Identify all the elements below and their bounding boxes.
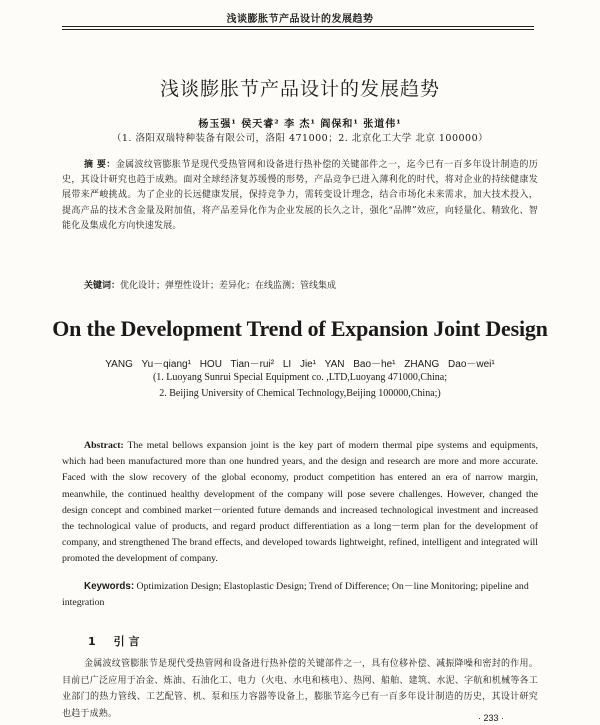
chinese-keywords bbox=[62, 279, 538, 293]
chinese-abstract-label: 摘 要： bbox=[84, 160, 116, 170]
section-title: 引 言 bbox=[113, 635, 140, 648]
english-keywords-label: Keywords: bbox=[84, 581, 135, 592]
page-number: · 233 · bbox=[478, 713, 505, 723]
english-affiliation-2: 2. Beijing University of Chemical Technology,Beijing 100000,China;) bbox=[159, 388, 441, 399]
chinese-keywords-text: 优化设计；弹塑性设计；差异化；在线监测；管线集成 bbox=[120, 281, 337, 291]
chinese-authors: 杨玉强¹ 侯天睿² 李 杰¹ 阎保和¹ 张道伟¹ bbox=[198, 119, 402, 130]
chinese-abstract bbox=[62, 158, 538, 234]
chinese-abstract-text: 金属波纹管膨胀节是现代受热管网和设备进行热补偿的关键部件之一，迄今已有一百多年设计制造的历史，其设计研究也趋于成熟。面对全球经济复苏缓慢的形势，产品竞争已进入薄利化的时代，将对企业的持续健康发展带来严峻挑战。为了企业的长远健康发展，保持竞争力，需转变设计理念，结合市场化未来需求，加大技术投入，提高产品的技术含金量及附加值，将产品差异化作为企业发展的长久之计，强化“品牌”效应，向轻量化、精致化、智能化及集成化方向快速发展。 bbox=[62, 160, 538, 231]
chinese-keywords-label: 关键词： bbox=[84, 281, 121, 291]
english-abstract bbox=[62, 438, 538, 568]
introduction-paragraph: 金属波纹管膨胀节是现代受热管网和设备进行热补偿的关键部件之一，具有位移补偿、减振降噪和密封的作用。目前已广泛应用于冶金、炼油、石油化工、电力（火电、水电和核电）、热网、船舶、建筑、水泥、字航和机械等各工业部门的热力管线、工艺配管、机、泵和压力容器等设备上，膨胀节迄今已有一百多年设计制造的历史，其设计研究也趋于成熟。 bbox=[62, 659, 538, 719]
english-authors: YANG Yu－qiang¹ HOU Tian－rui² LI Jie¹ YAN Bao－he¹ ZHANG Dao－wei¹ bbox=[105, 359, 495, 370]
english-abstract-text: The metal bellows expansion joint is the key part of modern thermal pipe systems and equipments, which had been manufactured more than one hundred years, and the design and research are more and more accurate. Faced with the slow recovery of the global economy, product competition has entered an era of narrow margin, meanwhile, the continued healthy development of the company will pose severe challenges. However, changed the design concept and combined market－oriented future demands and increased technological investment and increased the technological value of products, and regard product differentiation as a long－term plan for the development of company, and strengthened The brand effects, and developed towards lightweight, refined, intelligent and integrated will promoted the development of company. bbox=[62, 440, 538, 565]
english-affiliation-1: (1. Luoyang Sunrui Special Equipment co. ,LTD,Luoyang 471000,China; bbox=[152, 372, 448, 383]
chinese-affiliations: （1. 洛阳双瑞特种装备有限公司，洛阳 471000；2. 北京化工大学 北京 100000） bbox=[111, 133, 489, 144]
running-head: 浅谈膨胀节产品设计的发展趋势 bbox=[226, 14, 374, 25]
chinese-title: 浅谈膨胀节产品设计的发展趋势 bbox=[159, 78, 440, 100]
english-keywords bbox=[62, 579, 538, 611]
english-title: On the Development Trend of Expansion Joint Design bbox=[52, 316, 548, 341]
section-heading bbox=[88, 633, 140, 649]
section-number: 1 bbox=[88, 635, 96, 648]
english-abstract-label: Abstract: bbox=[84, 440, 124, 451]
header-rule bbox=[62, 26, 534, 30]
english-keywords-text: Optimization Design; Elastoplastic Design; Trend of Difference; On－line Monitoring; pipeline and integration bbox=[62, 581, 529, 608]
